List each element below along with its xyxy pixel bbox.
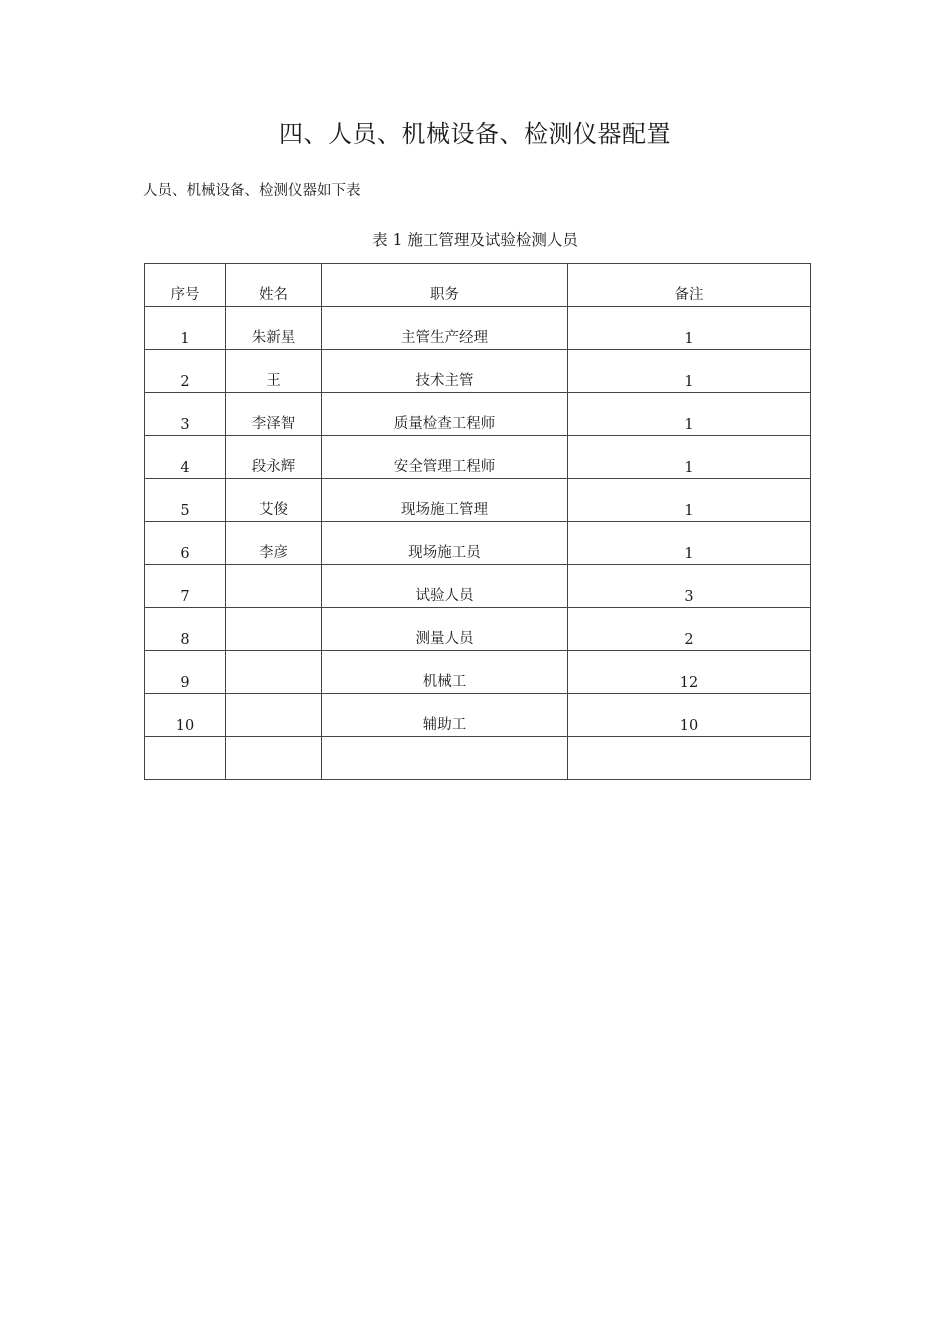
cell-note: 1 [568, 522, 811, 565]
table-row [145, 565, 811, 608]
cell-note: 1 [568, 307, 811, 350]
cell-note: 1 [568, 479, 811, 522]
cell-note: 3 [568, 565, 811, 608]
cell-no: 5 [145, 479, 226, 522]
header-name: 姓名 [226, 264, 322, 307]
cell-no: 2 [145, 350, 226, 393]
cell-note: 12 [568, 651, 811, 694]
cell-role: 现场施工管理 [322, 479, 568, 522]
header-note: 备注 [568, 264, 811, 307]
cell-name: 艾俊 [226, 479, 322, 522]
cell-role: 机械工 [322, 651, 568, 694]
cell-note: 10 [568, 694, 811, 737]
cell-role: 现场施工员 [322, 522, 568, 565]
cell-role [322, 737, 568, 780]
cell-name [226, 651, 322, 694]
table-row [145, 694, 811, 737]
cell-no: 10 [145, 694, 226, 737]
cell-name: 王 [226, 350, 322, 393]
cell-name [226, 565, 322, 608]
cell-role: 测量人员 [322, 608, 568, 651]
cell-note: 1 [568, 436, 811, 479]
header-no: 序号 [145, 264, 226, 307]
table-row [145, 651, 811, 694]
table-caption: 表 1 施工管理及试验检测人员 [372, 231, 578, 249]
cell-role: 试验人员 [322, 565, 568, 608]
page-title: 四、人员、机械设备、检测仪器配置 [279, 120, 671, 148]
table-header-row [145, 264, 811, 307]
cell-name [226, 737, 322, 780]
cell-note: 2 [568, 608, 811, 651]
header-role: 职务 [322, 264, 568, 307]
table-row [145, 350, 811, 393]
cell-no: 3 [145, 393, 226, 436]
cell-no [145, 737, 226, 780]
cell-note: 1 [568, 350, 811, 393]
cell-role: 主管生产经理 [322, 307, 568, 350]
cell-no: 1 [145, 307, 226, 350]
cell-name: 李泽智 [226, 393, 322, 436]
cell-role: 质量检查工程师 [322, 393, 568, 436]
table-row [145, 436, 811, 479]
table-row [145, 307, 811, 350]
cell-no: 9 [145, 651, 226, 694]
cell-name [226, 694, 322, 737]
staff-table [144, 263, 811, 780]
cell-no: 4 [145, 436, 226, 479]
table-row [145, 479, 811, 522]
table-row [145, 608, 811, 651]
cell-role: 辅助工 [322, 694, 568, 737]
cell-role: 技术主管 [322, 350, 568, 393]
intro-text: 人员、机械设备、检测仪器如下表 [143, 183, 361, 199]
cell-no: 8 [145, 608, 226, 651]
cell-note: 1 [568, 393, 811, 436]
cell-name: 李彦 [226, 522, 322, 565]
table-row-empty [145, 737, 811, 780]
cell-name: 段永辉 [226, 436, 322, 479]
cell-no: 7 [145, 565, 226, 608]
cell-no: 6 [145, 522, 226, 565]
table-row [145, 522, 811, 565]
cell-name [226, 608, 322, 651]
table-row [145, 393, 811, 436]
cell-role: 安全管理工程师 [322, 436, 568, 479]
cell-note [568, 737, 811, 780]
cell-name: 朱新星 [226, 307, 322, 350]
